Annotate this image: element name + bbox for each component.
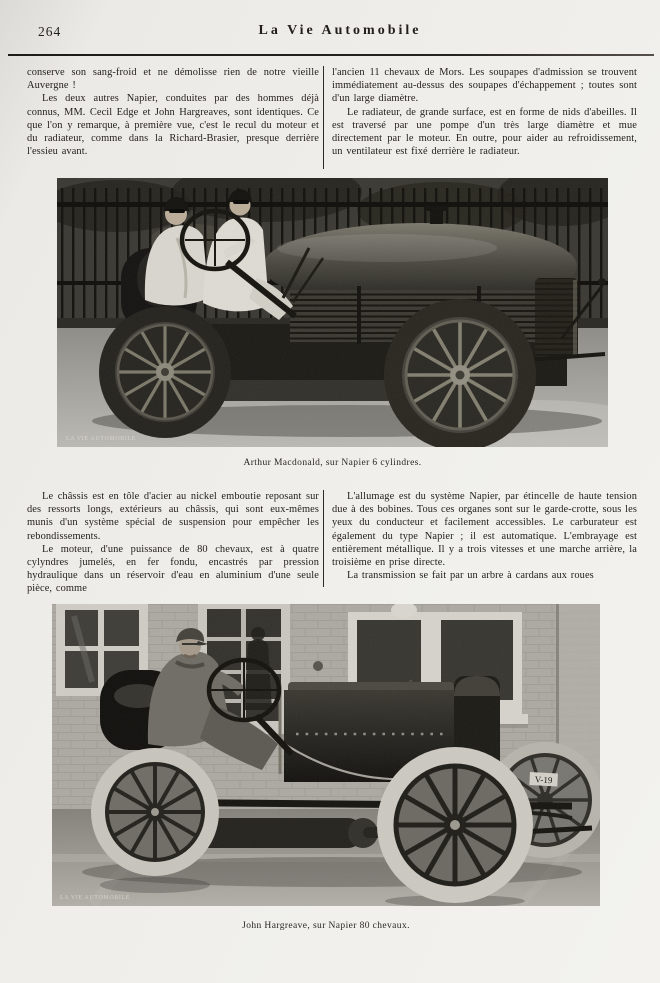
journal-title: La Vie Automobile: [258, 23, 422, 38]
header-rule: [8, 54, 654, 56]
column-top-right: [332, 66, 637, 158]
column-divider: [323, 66, 324, 169]
photo-grain: [52, 604, 600, 906]
column-mid-right: [332, 490, 637, 582]
paragraph: Le radiateur, de grande surface, est en forme de nids d'abeilles. Il est traversé par une pompe d'un très large diamètre et mue directement par le moteur. En outre, pour aider au refroidissement, un ventilateur est fixé derrière le radiateur.: [332, 106, 637, 158]
paragraph: Les deux autres Napier, conduites par des hommes déjà connus, MM. Cecil Edge et John Hargreaves, sont identiques. Ce que l'on y remarque, à première vue, c'est le recul du moteur et du radiateur, comme dans la Richard-Brasier, presque derrière l'essieu avant.: [27, 93, 319, 158]
paragraph: La transmission se fait par un arbre à cardans aux roues: [347, 570, 594, 582]
photo-grain: [57, 178, 608, 447]
column-top-left: [27, 66, 319, 158]
paragraph: conserve son sang-froid et ne démolisse rien de notre vieille Auvergne !: [27, 67, 319, 92]
column-mid-left: [27, 490, 319, 596]
photo-credit: LA VIE AUTOMOBILE: [66, 436, 136, 442]
page-number: 264: [38, 24, 62, 39]
column-divider: [323, 490, 324, 587]
paragraph: l'ancien 11 chevaux de Mors. Les soupapes d'admission se trouvent immédiatement au-dessus des soupapes d'échappement ; toutes sont d'un large diamètre.: [332, 67, 637, 105]
figure-caption: Arthur Macdonald, sur Napier 6 cylindres.: [243, 458, 422, 468]
figure-napier-80hp: [52, 604, 600, 906]
paragraph: Le châssis est en tôle d'acier au nickel emboutie reposant sur des ressorts longs, extérieurs au châssis, qui sont eux-mêmes munis d'un système spécial de suspension pour empêcher les rebondissements.: [27, 491, 319, 542]
svg-text:V-19: V-19: [534, 774, 553, 786]
paragraph: Le moteur, d'une puissance de 80 chevaux, est à quatre cylyndres jumelés, en fer fondu, encastrés par pression hydraulique dans un réservoir d'eau en aluminium d'une seule pièce, comme: [27, 543, 319, 595]
paragraph: L'allumage est du système Napier, par étincelle de haute tension due à des bobines. Tous ces organes sont sur le garde-crotte, sous les yeux du conducteur et facilement accessibles. Le carburateur est également du type Napier ; il est automatique. L'embrayage est entièrement métallique. Il y a trois vitesses et une marche arrière, la troisième en prise directe.: [332, 491, 637, 569]
figure-caption: John Hargreave, sur Napier 80 chevaux.: [242, 921, 410, 931]
photo-napier-6cyl-image: [57, 178, 608, 447]
figure-napier-6cyl: [57, 178, 608, 447]
photo-credit: LA VIE AUTOMOBILE: [60, 895, 130, 901]
photo-napier-80hp-image: [52, 604, 600, 906]
